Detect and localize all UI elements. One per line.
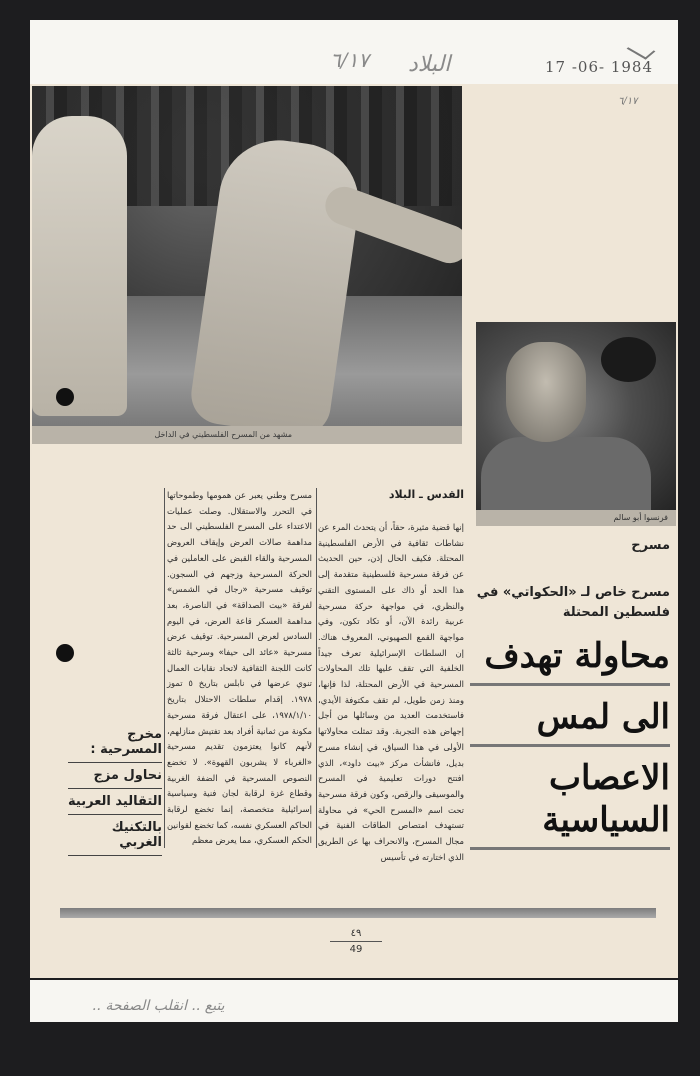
punch-hole <box>56 644 74 662</box>
main-photo-caption: مشهد من المسرح الفلسطيني في الداخل <box>32 426 462 444</box>
corner-reference-note: ٦/١٧ <box>618 96 638 107</box>
page-number-arabic: ٤٩ <box>330 928 382 942</box>
side-title-line-1: مخرج المسرحية : <box>68 722 162 763</box>
date-stamp: 17 -06- 1984 <box>545 58 654 76</box>
article-column-2: مسرح وطني يعبر عن همومها وطموحاتها في التحرر والاستقلال. وصلت عمليات الاعتداء على المسرح الفلسطيني الى حد مداهمة صالات العرض وإيقاف العروض المسرحية والقاء القبض على العاملين في الحركة المسرحية وزجهم في السجون. توقيف مسرحية «رجال في الشمس» لفرقة «بيت الصداقة» في الناصرة، بعد مداهمة العسكر قاعة العرض، في اليوم السادس لعرض المسرحية. توقيف عرض مسرحية «عائد الى حيفا» وسرحية ثالثة كانت اللجنة الثقافية لاتحاد نقابات العمال تنوي عرضها في نابلس بتاريخ ٥ تموز ١٩٧٨. إقدام سلطات الاحتلال بتاريخ ١٩٧٨/١/١٠، على اعتقال فرقة مسرحية مكونة من ثمانية أفراد بعد تفتيش منازلهم، لأنهم كانوا يعتزمون تقديم مسرحية «الغرباء لا يشربون القهوة». لا تخضع النصوص المسرحية في الضفة الغربية وقطاع غزة لرقابة لجان فنية وسياسية إسرائيلية متخصصة، إنما تخضع لرقابة الحاكم العسكري نفسه، كما تخضع لقوانين الحكم العسكري، مما يعرض معظم <box>167 490 312 846</box>
inset-body <box>481 437 651 510</box>
footer-bar <box>60 908 656 918</box>
side-title-line-3: التقاليد العربية <box>68 789 162 815</box>
robed-figure <box>32 116 127 416</box>
column-divider <box>164 488 165 848</box>
inset-head <box>506 342 586 442</box>
headline-line-2: الى لمس <box>470 696 670 747</box>
main-photo <box>32 86 462 426</box>
column-divider <box>316 488 317 848</box>
handwritten-reference: ٦/١٧ <box>330 48 369 72</box>
byline: القدس ـ البلاد <box>388 488 464 501</box>
headline-kicker: مسرح <box>631 538 670 553</box>
headline-subhead: مسرح خاص لـ «الحكواتي» في فلسطين المحتلة <box>476 585 670 620</box>
inset-photo-caption: فرنسوا أبو سالم <box>476 510 676 526</box>
punch-hole <box>56 388 74 406</box>
side-title-line-4: بالتكنيك الغربي <box>68 815 162 856</box>
side-title <box>68 722 162 856</box>
microphone-icon <box>601 337 656 382</box>
page-number-latin: 49 <box>349 944 363 955</box>
article-column-1: إنها قضية مثيرة، حقاً، أن يتحدث المرء عن نشاطات ثقافية في الأرض الفلسطينية المحتلة. فكيف الحال إذن، حين الحديث عن فرقة مسرحية فلسطينية متقدمة إلى هذا الحد أو ذاك على المستوى التقني والنظري، في مواجهة حركة مسرحية عربية رائدة الآن، أو تكاد تكون، وفي مواجهة القمع الصهيوني، المعروف هناك. إن السلطات الإسرائيلية تعرف جيداً الخلفية التي تقف عليها تلك المحاولات المسرحية في الأرض المحتلة، لذا فإنها، ومنذ زمن طويل، لم تقف مكتوفة الأيدي، فاستخدمت العديد من وسائلها من أجل إجهاض هذه التجربة. وقد تمثلت محاولاتها الأولى في هذا السياق، في إنشاء مسرح بديل، فانشأت مركز «بيت داود»، الذي افتتح دورات تعليمية في المسرح والموسيقى والرقص، وكون فرقة مسرحية تحت اسم «المسرح الحي» في محاولة تستهدف امتصاص الطاقات الفنية في مجال المسرح، والانحراف بها عن الطريق الذي اختارته في تأسيس <box>318 522 464 862</box>
page-number <box>330 928 382 955</box>
headline-block <box>470 530 670 850</box>
inset-photo <box>476 322 676 510</box>
headline-line-3: الاعصاب السياسية <box>470 757 670 850</box>
handwritten-newspaper-name: البلاد <box>408 52 451 77</box>
side-title-line-2: نحاول مزج <box>68 763 162 789</box>
handwritten-continuation-note: يتبع .. انقلب الصفحة .. <box>92 998 225 1014</box>
headline-line-1: محاولة تهدف <box>470 635 670 686</box>
